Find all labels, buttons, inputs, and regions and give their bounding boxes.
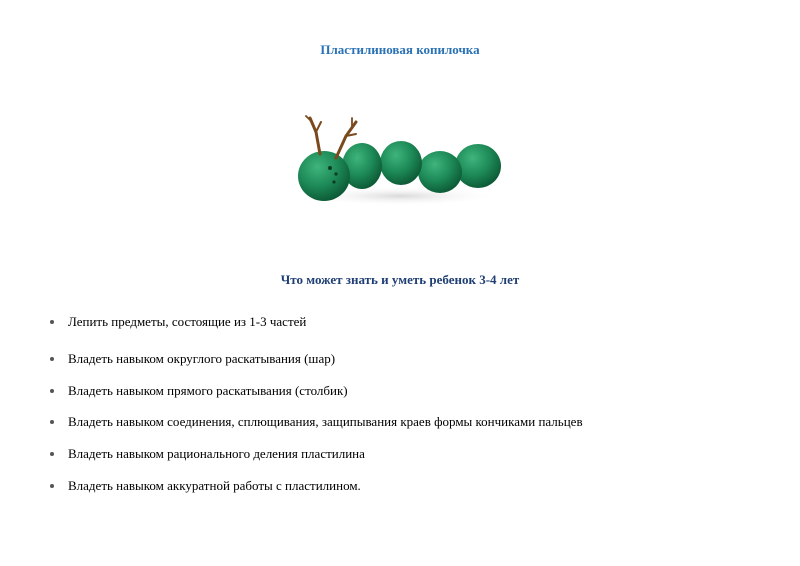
plasticine-caterpillar-icon [290, 108, 510, 218]
caterpillar-head [298, 151, 350, 201]
caterpillar-eye-2 [334, 172, 337, 175]
bullet-icon [50, 420, 54, 424]
list-item-text: Владеть навыком рационального деления пластилина [68, 446, 365, 461]
list-item-text: Лепить предметы, состоящие из 1-3 частей [68, 314, 307, 329]
bullet-icon [50, 452, 54, 456]
page-title: Пластилиновая копилочка [320, 42, 480, 57]
list-item-text: Владеть навыком соединения, сплющивания, защипывания краев формы кончиками пальцев [68, 414, 583, 429]
caterpillar-segment-4 [418, 151, 462, 193]
list-item-text: Владеть навыком округлого раскатывания (шар) [68, 351, 336, 366]
caterpillar-eye-1 [328, 166, 332, 170]
list-item-text: Владеть навыком аккуратной работы с пластилином. [68, 478, 361, 493]
bullet-icon [50, 357, 54, 361]
caterpillar-nostril [332, 180, 335, 183]
bullet-icon [50, 320, 54, 324]
caterpillar-segment-3 [380, 141, 422, 185]
list-item-text: Владеть навыком прямого раскатывания (столбик) [68, 383, 348, 398]
section-heading: Что может знать и уметь ребенок 3-4 лет [280, 272, 520, 287]
caterpillar-segment-5 [455, 144, 501, 188]
bullet-icon [50, 484, 54, 488]
bullet-icon [50, 389, 54, 393]
